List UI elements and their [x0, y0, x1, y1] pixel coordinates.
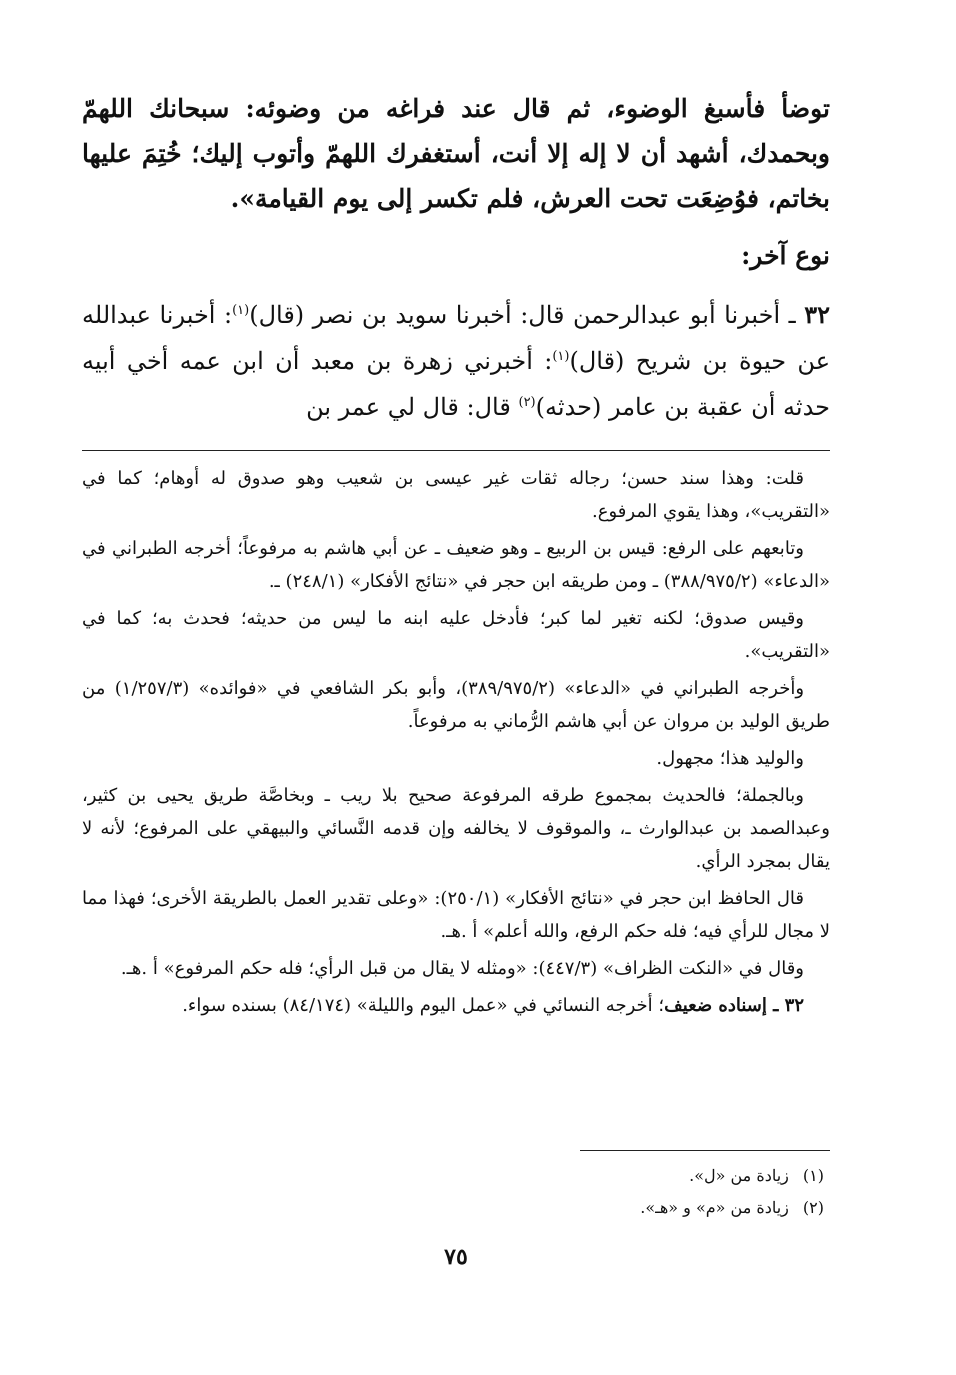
hadith-segment: ـ أخبرنا أبو عبدالرحمن قال: أخبرنا سويد بن نصر (قال)	[249, 301, 805, 329]
hadith-paragraph	[82, 292, 830, 430]
hadith-continuation: توضأ فأسبغ الوضوء، ثم قال عند فراغه من وضوئه: سبحانك اللهمّ وبحمدك، أشهد أن لا إله إلا أنت، أستغفرك اللهمّ وأتوب إليك؛ خُتِمَ عليها بخاتم، فوُضِعَت تحت العرش، فلم تكسر إلى يوم القيامة».	[82, 94, 830, 213]
footnote-divider	[580, 1150, 830, 1151]
footnote-item	[82, 1160, 830, 1192]
hadith-number: ٣٢	[804, 300, 830, 329]
main-text	[82, 86, 830, 430]
hadith-segment: قال: قال لي عمر بن	[306, 393, 519, 421]
hadith-segment: : أخبرنا عبدالله عن حيوة بن شريح (قال)	[82, 301, 831, 375]
footnotes	[82, 1160, 830, 1224]
commentary-paragraph: وأخرجه الطبراني في «الدعاء» (٣٨٩/٩٧٥/٢)، وأبو بكر الشافعي في «فوائده» (١/٢٥٧/٣) من طريق الوليد بن مروان عن أبي هاشم الرُّماني به مرفوعاً.	[82, 678, 830, 732]
commentary	[82, 462, 830, 1026]
commentary-paragraph: وبالجملة؛ فالحديث بمجموع طرقه المرفوعة صحيح بلا ريب ـ وبخاصَّة طريق يحيى بن كثير، وعبدالصمد بن عبدالوارث ـ، والموقوف لا يخالفه وإن قدمه النَّسائي والبيهقي على المرفوع؛ لأنه لا يقال بمجرد الرأي.	[82, 785, 830, 872]
footnote-text: زيادة من «م» و «هـ».	[640, 1198, 789, 1217]
commentary-paragraph: وقال في «النكت الظراف» (٤٤٧/٣): «ومثله لا يقال من قبل الرأي؛ فله حكم المرفوع» أ .هـ.	[120, 958, 804, 979]
footnote-item	[82, 1192, 830, 1224]
takhrij-text: ؛ أخرجه النسائي في «عمل اليوم والليلة» (٨٤/١٧٤) بسنده سواء.	[182, 995, 665, 1016]
footnote-ref[interactable]: (٢)	[518, 395, 536, 410]
footnote-ref[interactable]: (١)	[232, 303, 250, 318]
commentary-paragraph: قلت: وهذا سند حسن؛ رجاله ثقات غير عيسى بن شعيب وهو صدوق له أوهام؛ كما في «التقريب»، وهذا يقوي المرفوع.	[82, 468, 830, 522]
takhrij-number: ٣٢	[784, 995, 804, 1016]
footnote-number: (١)	[802, 1166, 824, 1185]
book-page	[82, 0, 830, 1375]
commentary-paragraph: وقيس صدوق؛ لكنه تغير لما كبر؛ فأدخل عليه ابنه ما ليس من حديثه؛ فحدث به؛ كما في «التقريب».	[82, 608, 830, 662]
commentary-paragraph: قال الحافظ ابن حجر في «نتائج الأفكار» (٢٥٠/١): «وعلى تقدير العمل بالطريقة الأخرى؛ فهذا مما لا مجال للرأي فيه؛ فله حكم الرفع، والله أعلم» أ .هـ.	[82, 888, 830, 942]
footnote-text: زيادة من «ل».	[689, 1166, 789, 1185]
page-number: ٧٥	[444, 1244, 468, 1270]
main-divider	[82, 450, 830, 451]
commentary-paragraph	[82, 989, 830, 1022]
footnote-ref[interactable]: (١)	[552, 349, 570, 364]
section-heading: نوع آخر:	[741, 241, 830, 270]
commentary-paragraph: والوليد هذا؛ مجهول.	[656, 748, 804, 769]
commentary-paragraph: وتابعهم على الرفع: قيس بن الربيع ـ وهو ضعيف ـ عن أبي هاشم به مرفوعاً؛ أخرجه الطبراني في «الدعاء» (٣٨٨/٩٧٥/٢) ـ ومن طريقه ابن حجر في «نتائج الأفكار» (٢٤٨/١) ـ.	[82, 538, 830, 592]
hadith-segment: : أخبرني زهرة بن معبد أن ابن عمه أخي أبيه حدثه أن عقبة بن عامر (حدثه)	[82, 347, 830, 421]
takhrij-verdict: ـ إسناده ضعيف	[664, 995, 785, 1016]
footnote-number: (٢)	[802, 1198, 824, 1217]
